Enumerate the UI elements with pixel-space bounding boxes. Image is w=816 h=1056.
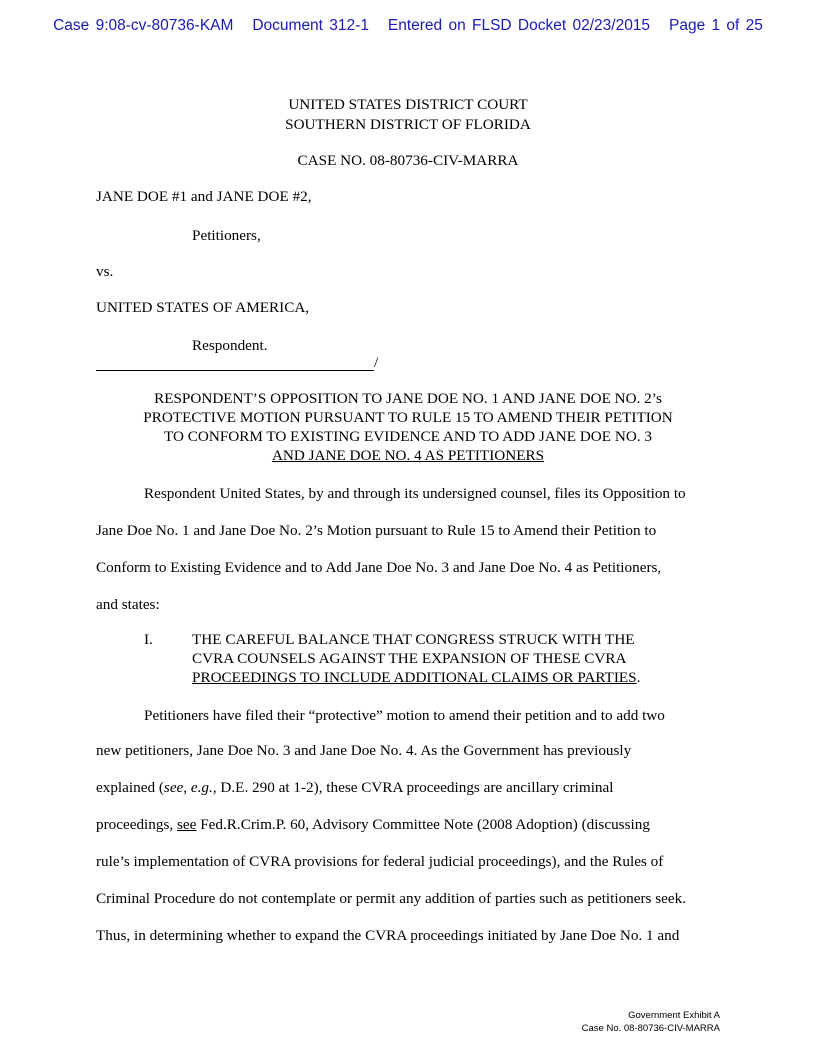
docket-case-number: Case 9:08-cv-80736-KAM (53, 17, 234, 34)
section-number: I. (144, 631, 153, 648)
citation-signal-see: see (176, 816, 197, 833)
para-line-6: Criminal Procedure do not contemplate or permit any addition of parties such as petitioners seek. (96, 890, 687, 907)
title-line-2: PROTECTIVE MOTION PURSUANT TO RULE 15 TO AMEND THEIR PETITION (143, 409, 673, 426)
court-district: SOUTHERN DISTRICT OF FLORIDA (285, 116, 531, 133)
citation-signal-see-eg: see, e.g. (163, 779, 213, 796)
respondent-name: UNITED STATES OF AMERICA, (96, 299, 310, 316)
title-line-1: RESPONDENT’S OPPOSITION TO JANE DOE NO. 1 AND JANE DOE NO. 2’s (154, 390, 662, 407)
para-line-2: new petitioners, Jane Doe No. 3 and Jane Doe No. 4. As the Government has previously (96, 742, 632, 759)
section-heading-line-2: CVRA COUNSELS AGAINST THE EXPANSION OF THESE CVRA (192, 650, 627, 667)
petitioners-role: Petitioners, (192, 227, 261, 244)
case-number: CASE NO. 08-80736-CIV-MARRA (297, 152, 519, 169)
section-heading-line-3 (192, 668, 640, 688)
exhibit-label: Government Exhibit A (628, 1010, 720, 1021)
intro-line-2: Jane Doe No. 1 and Jane Doe No. 2’s Motion pursuant to Rule 15 to Amend their Petition to (96, 522, 657, 539)
docket-entered-date: Entered on FLSD Docket 02/23/2015 (387, 17, 651, 34)
para-line-1: Petitioners have filed their “protective” motion to amend their petition and to add two (144, 707, 665, 724)
petitioners-names: JANE DOE #1 and JANE DOE #2, (96, 188, 312, 205)
para-line-4-rest: Fed.R.Crim.P. 60, Advisory Committee Note (2008 Adoption) (discussing (196, 816, 650, 833)
section-heading-line-3-text: PROCEEDINGS TO INCLUDE ADDITIONAL CLAIMS OR PARTIES (192, 669, 637, 686)
title-line-4-text: AND JANE DOE NO. 4 AS PETITIONERS (271, 447, 545, 464)
intro-line-3: Conform to Existing Evidence and to Add Jane Doe No. 3 and Jane Doe No. 4 as Petitioners, (96, 559, 662, 576)
section-heading-period: . (636, 669, 641, 686)
intro-line-1: Respondent United States, by and through its undersigned counsel, files its Opposition to (144, 485, 686, 502)
caption-rule-slash: / (374, 354, 379, 371)
docket-document-number: Document 312-1 (252, 17, 369, 34)
docket-header (0, 17, 816, 35)
exhibit-case-number: Case No. 08-80736-CIV-MARRA (581, 1023, 720, 1034)
para-line-5: rule’s implementation of CVRA provisions for federal judicial proceedings), and the Rules of (96, 853, 664, 870)
docket-page-number: Page 1 of 25 (668, 17, 763, 34)
title-line-3: TO CONFORM TO EXISTING EVIDENCE AND TO ADD JANE DOE NO. 3 (164, 428, 652, 445)
section-heading-line-1: THE CAREFUL BALANCE THAT CONGRESS STRUCK WITH THE (192, 631, 635, 648)
para-line-4-start: proceedings, (96, 816, 177, 833)
court-name: UNITED STATES DISTRICT COURT (288, 96, 528, 113)
para-line-3-rest: , D.E. 290 at 1-2), these CVRA proceedings are ancillary criminal (212, 779, 614, 796)
para-line-7: Thus, in determining whether to expand the CVRA proceedings initiated by Jane Doe No. 1 and (96, 927, 680, 944)
para-line-3-start: explained ( (96, 779, 164, 796)
para-line-3 (96, 778, 614, 798)
versus: vs. (96, 263, 114, 280)
para-line-4 (96, 815, 650, 835)
intro-line-4: and states: (96, 596, 160, 613)
title-line-4 (0, 446, 816, 466)
respondent-role: Respondent. (192, 337, 268, 354)
caption-rule (96, 370, 374, 371)
